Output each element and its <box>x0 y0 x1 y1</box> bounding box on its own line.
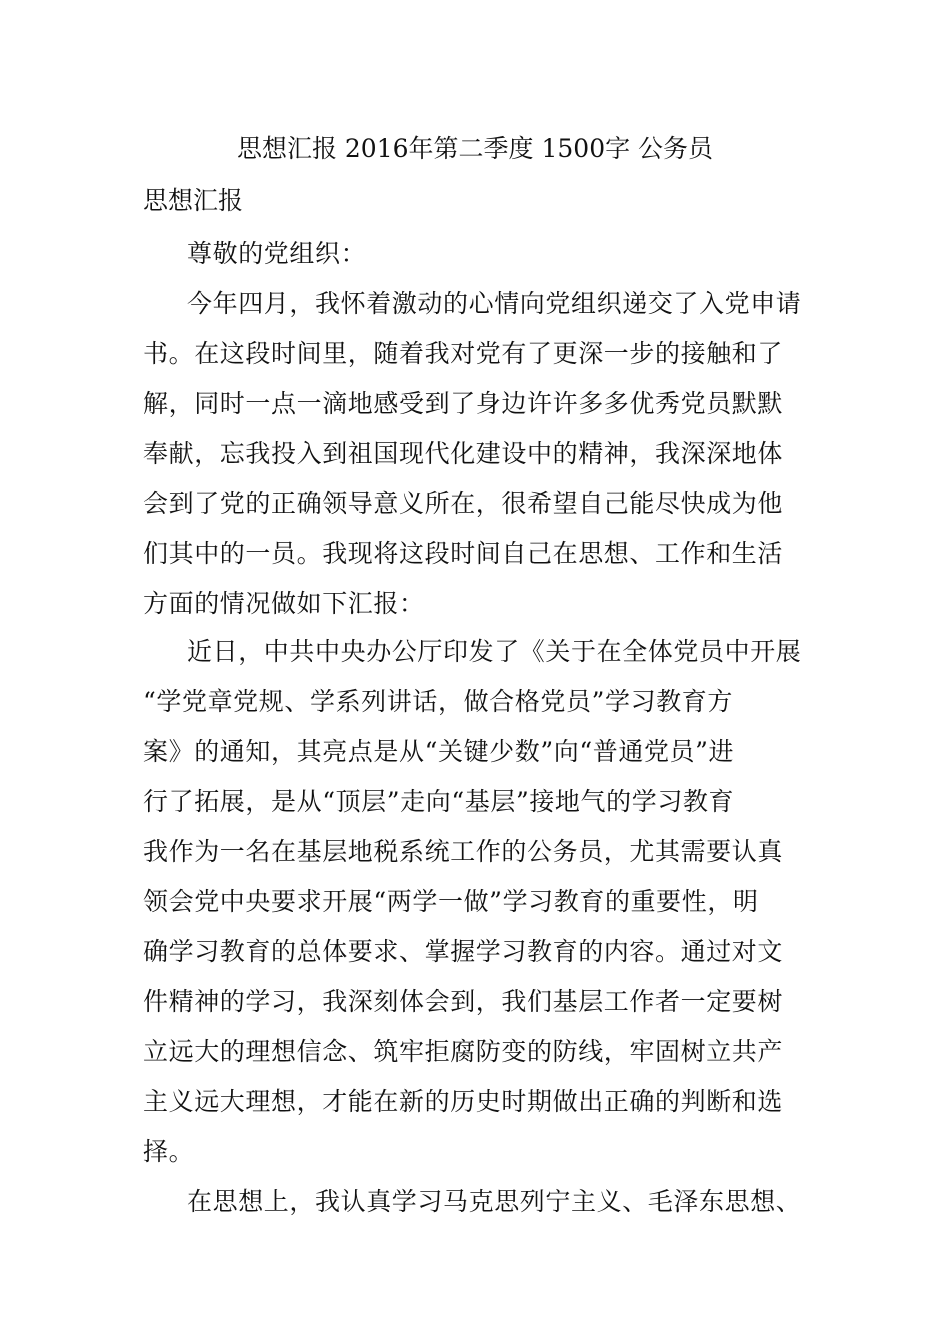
paragraph-line: 方面的情况做如下汇报： <box>143 589 425 618</box>
paragraph-line: “学党章党规、学系列讲话，做合格党员”学习教育方 <box>143 687 733 716</box>
paragraph-line: 们其中的一员。我现将这段时间自己在思想、工作和生活 <box>143 539 784 568</box>
document-title-continued: 思想汇报 <box>143 186 244 215</box>
paragraph-line: 近日，中共中央办公厅印发了《关于在全体党员中开展 <box>187 637 802 666</box>
paragraph-line: 我作为一名在基层地税系统工作的公务员，尤其需要认真 <box>143 837 784 866</box>
paragraph-line: 会到了党的正确领导意义所在，很希望自己能尽快成为他 <box>143 489 784 518</box>
paragraph-line: 在思想上，我认真学习马克思列宁主义、毛泽东思想、 <box>187 1187 802 1216</box>
paragraph-line: 奉献，忘我投入到祖国现代化建设中的精神，我深深地体 <box>143 439 784 468</box>
paragraph-line: 立远大的理想信念、筑牢拒腐防变的防线，牢固树立共产 <box>143 1037 784 1066</box>
paragraph-line: 今年四月，我怀着激动的心情向党组织递交了入党申请 <box>187 289 802 318</box>
paragraph-line: 解，同时一点一滴地感受到了身边许许多多优秀党员默默 <box>143 389 784 418</box>
paragraph-line: 主义远大理想，才能在新的历史时期做出正确的判断和选 <box>143 1087 784 1116</box>
paragraph-line: 领会党中央要求开展“两学一做”学习教育的重要性，明 <box>143 887 759 916</box>
paragraph-line: 件精神的学习，我深刻体会到，我们基层工作者一定要树 <box>143 987 784 1016</box>
paragraph-line: 行了拓展，是从“顶层”走向“基层”接地气的学习教育 <box>143 787 735 816</box>
paragraph-line: 确学习教育的总体要求、掌握学习教育的内容。通过对文 <box>143 937 784 966</box>
paragraph-line: 择。 <box>143 1137 195 1166</box>
paragraph-line: 书。在这段时间里，随着我对党有了更深一步的接触和了 <box>143 339 784 368</box>
paragraph-line: 案》的通知，其亮点是从“关键少数”向“普通党员”进 <box>143 737 735 766</box>
document-title: 思想汇报 2016年第二季度 1500字 公务员 <box>236 134 714 163</box>
salutation: 尊敬的党组织： <box>187 239 367 268</box>
